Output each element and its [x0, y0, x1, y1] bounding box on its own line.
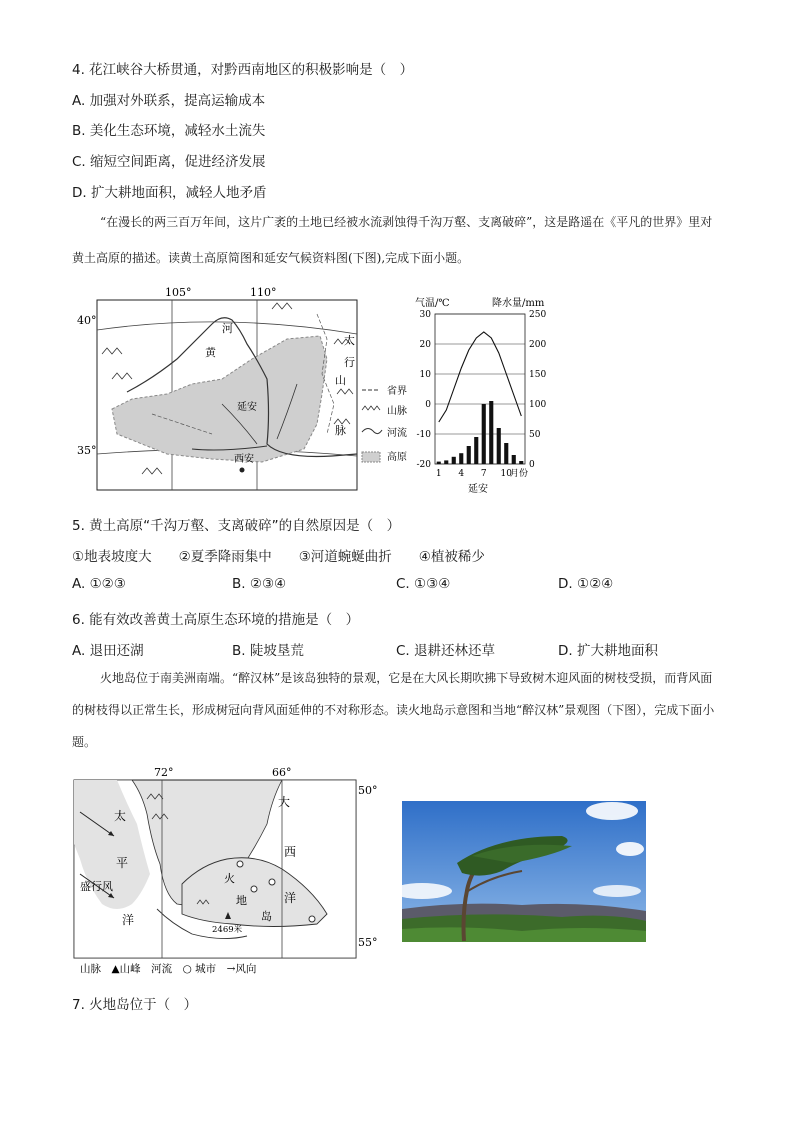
- legend-mountain: 山脉: [387, 406, 407, 417]
- precip-bar: [444, 460, 448, 464]
- lon-110-label: 110°: [250, 286, 277, 299]
- hang-label: 行: [344, 356, 355, 369]
- precip-bar: [467, 446, 471, 464]
- precip-bar: [504, 443, 508, 464]
- q4-option-a: A. 加强对外联系，提高运输成本: [72, 93, 266, 109]
- lat-55-label: 55°: [358, 936, 378, 949]
- q4-stem: 4. 花江峡谷大桥贯通，对黔西南地区的积极影响是（ ）: [72, 62, 414, 78]
- precip-bar: [452, 457, 456, 464]
- temp-tick-label: 10: [419, 370, 431, 380]
- q5-option-b: B. ②③④: [232, 576, 287, 592]
- he-label: 河: [222, 322, 233, 335]
- shan-label: 山: [335, 374, 346, 387]
- peak-height-label: 2469米: [212, 925, 243, 935]
- month-tick-label: 10: [500, 469, 512, 479]
- precip-bar: [459, 453, 463, 464]
- yanan-label: 延安: [237, 402, 257, 413]
- precip-bar: [512, 455, 516, 464]
- q6-option-a: A. 退田还湖: [72, 643, 144, 659]
- loess-plateau-map: [72, 284, 372, 496]
- temp-axis-label: 气温/℃: [415, 298, 450, 309]
- tierra-del-fuego-map: [72, 764, 378, 978]
- q5-stem: 5. 黄土高原“千沟万壑、支离破碎”的自然原因是（ ）: [72, 518, 401, 534]
- temp-tick-label: 0: [425, 400, 431, 410]
- q4-option-d: D. 扩大耕地面积，减轻人地矛盾: [72, 185, 267, 201]
- q4-option-c: C. 缩短空间距离，促进经济发展: [72, 154, 266, 170]
- precip-axis-label: 降水量/mm: [492, 298, 545, 309]
- xian-city-dot: [240, 468, 245, 473]
- lat-50-label: 50°: [358, 784, 378, 797]
- yanan-climate-chart: [410, 294, 560, 498]
- fuego-huo-label: 火: [224, 872, 235, 885]
- month-tick-label: 7: [480, 469, 487, 479]
- passage-loess: “在漫长的两三百万年间，这片广袤的土地已经被水流剥蚀得千沟万壑、支离破碎”，这是路遥在《平凡的世界》里对黄土高原的描述。读黄土高原简图和延安气候资料图(下图),完成下面小题。: [72, 215, 713, 265]
- xian-label: 西安: [234, 454, 254, 465]
- precip-tick-label: 0: [529, 460, 535, 470]
- tai-label: 太: [344, 334, 355, 347]
- lon-105-label: 105°: [165, 286, 192, 299]
- mai-label: 脉: [335, 424, 346, 437]
- map2-legend: 山脉 ▲山峰 河流 ○ 城市 →风向: [80, 963, 257, 975]
- precip-tick-label: 200: [529, 340, 547, 350]
- temp-tick-label: 30: [419, 310, 431, 320]
- pacific-tai-label: 太: [114, 809, 127, 823]
- pacific-yang-label: 洋: [122, 913, 135, 927]
- lon-66-label: 66°: [272, 766, 292, 779]
- q6-stem: 6. 能有效改善黄土高原生态环境的措施是（ ）: [72, 612, 360, 628]
- q7-stem: 7. 火地岛位于（ ）: [72, 997, 198, 1013]
- prevailing-wind-label: 盛行风: [80, 880, 113, 893]
- legend-river: 河流: [387, 428, 407, 439]
- pacific-ping-label: 平: [116, 856, 129, 870]
- q5-option-c: C. ①③④: [396, 576, 451, 592]
- precip-tick-label: 150: [529, 370, 547, 380]
- q5-option-a: A. ①②③: [72, 576, 126, 592]
- passage-tierra-del-fuego: 火地岛位于南美洲南端。“醉汉林”是该岛独特的景观，它是在大风长期吹拂下导致树木迎风面的树枝受损，而背风面的树枝得以正常生长，形成树冠向背风面延伸的不对称形态。读火地岛示意图和当地“醉汉林”景观图（下图），完成下面小题。: [72, 671, 715, 749]
- precip-bar: [437, 462, 441, 464]
- huang-label: 黄: [205, 346, 216, 359]
- precip-tick-label: 50: [529, 430, 541, 440]
- precip-bar: [489, 401, 493, 464]
- drunken-forest-photo: [402, 801, 646, 942]
- q6-option-d: D. 扩大耕地面积: [558, 643, 658, 659]
- month-tick-label: 1: [435, 469, 442, 479]
- q5-items: ①地表坡度大 ②夏季降雨集中 ③河道蜿蜒曲折 ④植被稀少: [72, 549, 485, 565]
- lat-35-label: 35°: [77, 444, 97, 457]
- month-unit-label: 月份: [510, 469, 529, 479]
- lon-72-label: 72°: [154, 766, 174, 779]
- q5-option-d: D. ①②④: [558, 576, 614, 592]
- precip-bar: [519, 461, 523, 464]
- temp-tick-label: -20: [416, 460, 431, 470]
- q6-option-c: C. 退耕还林还草: [396, 643, 496, 659]
- temp-tick-label: 20: [419, 340, 431, 350]
- atlantic-da-label: 大: [278, 795, 291, 809]
- precip-bar: [482, 404, 486, 464]
- fuego-dao-label: 岛: [261, 910, 272, 923]
- fuego-di-label: 地: [236, 894, 247, 907]
- atlantic-yang-label: 洋: [284, 891, 297, 905]
- place-label: 延安: [468, 484, 488, 495]
- precip-tick-label: 250: [529, 310, 547, 320]
- legend-plateau: 高原: [387, 452, 407, 463]
- atlantic-xi-label: 西: [284, 845, 297, 859]
- lat-40-label: 40°: [77, 314, 97, 327]
- temperature-line: [439, 332, 522, 422]
- temp-tick-label: -10: [416, 430, 431, 440]
- precip-tick-label: 100: [529, 400, 547, 410]
- legend-border: 省界: [387, 386, 407, 397]
- month-tick-label: 4: [458, 469, 465, 479]
- precip-bar: [474, 437, 478, 464]
- q6-option-b: B. 陡坡垦荒: [232, 643, 304, 659]
- q4-option-b: B. 美化生态环境，减轻水土流失: [72, 123, 266, 139]
- precip-bar: [497, 428, 501, 464]
